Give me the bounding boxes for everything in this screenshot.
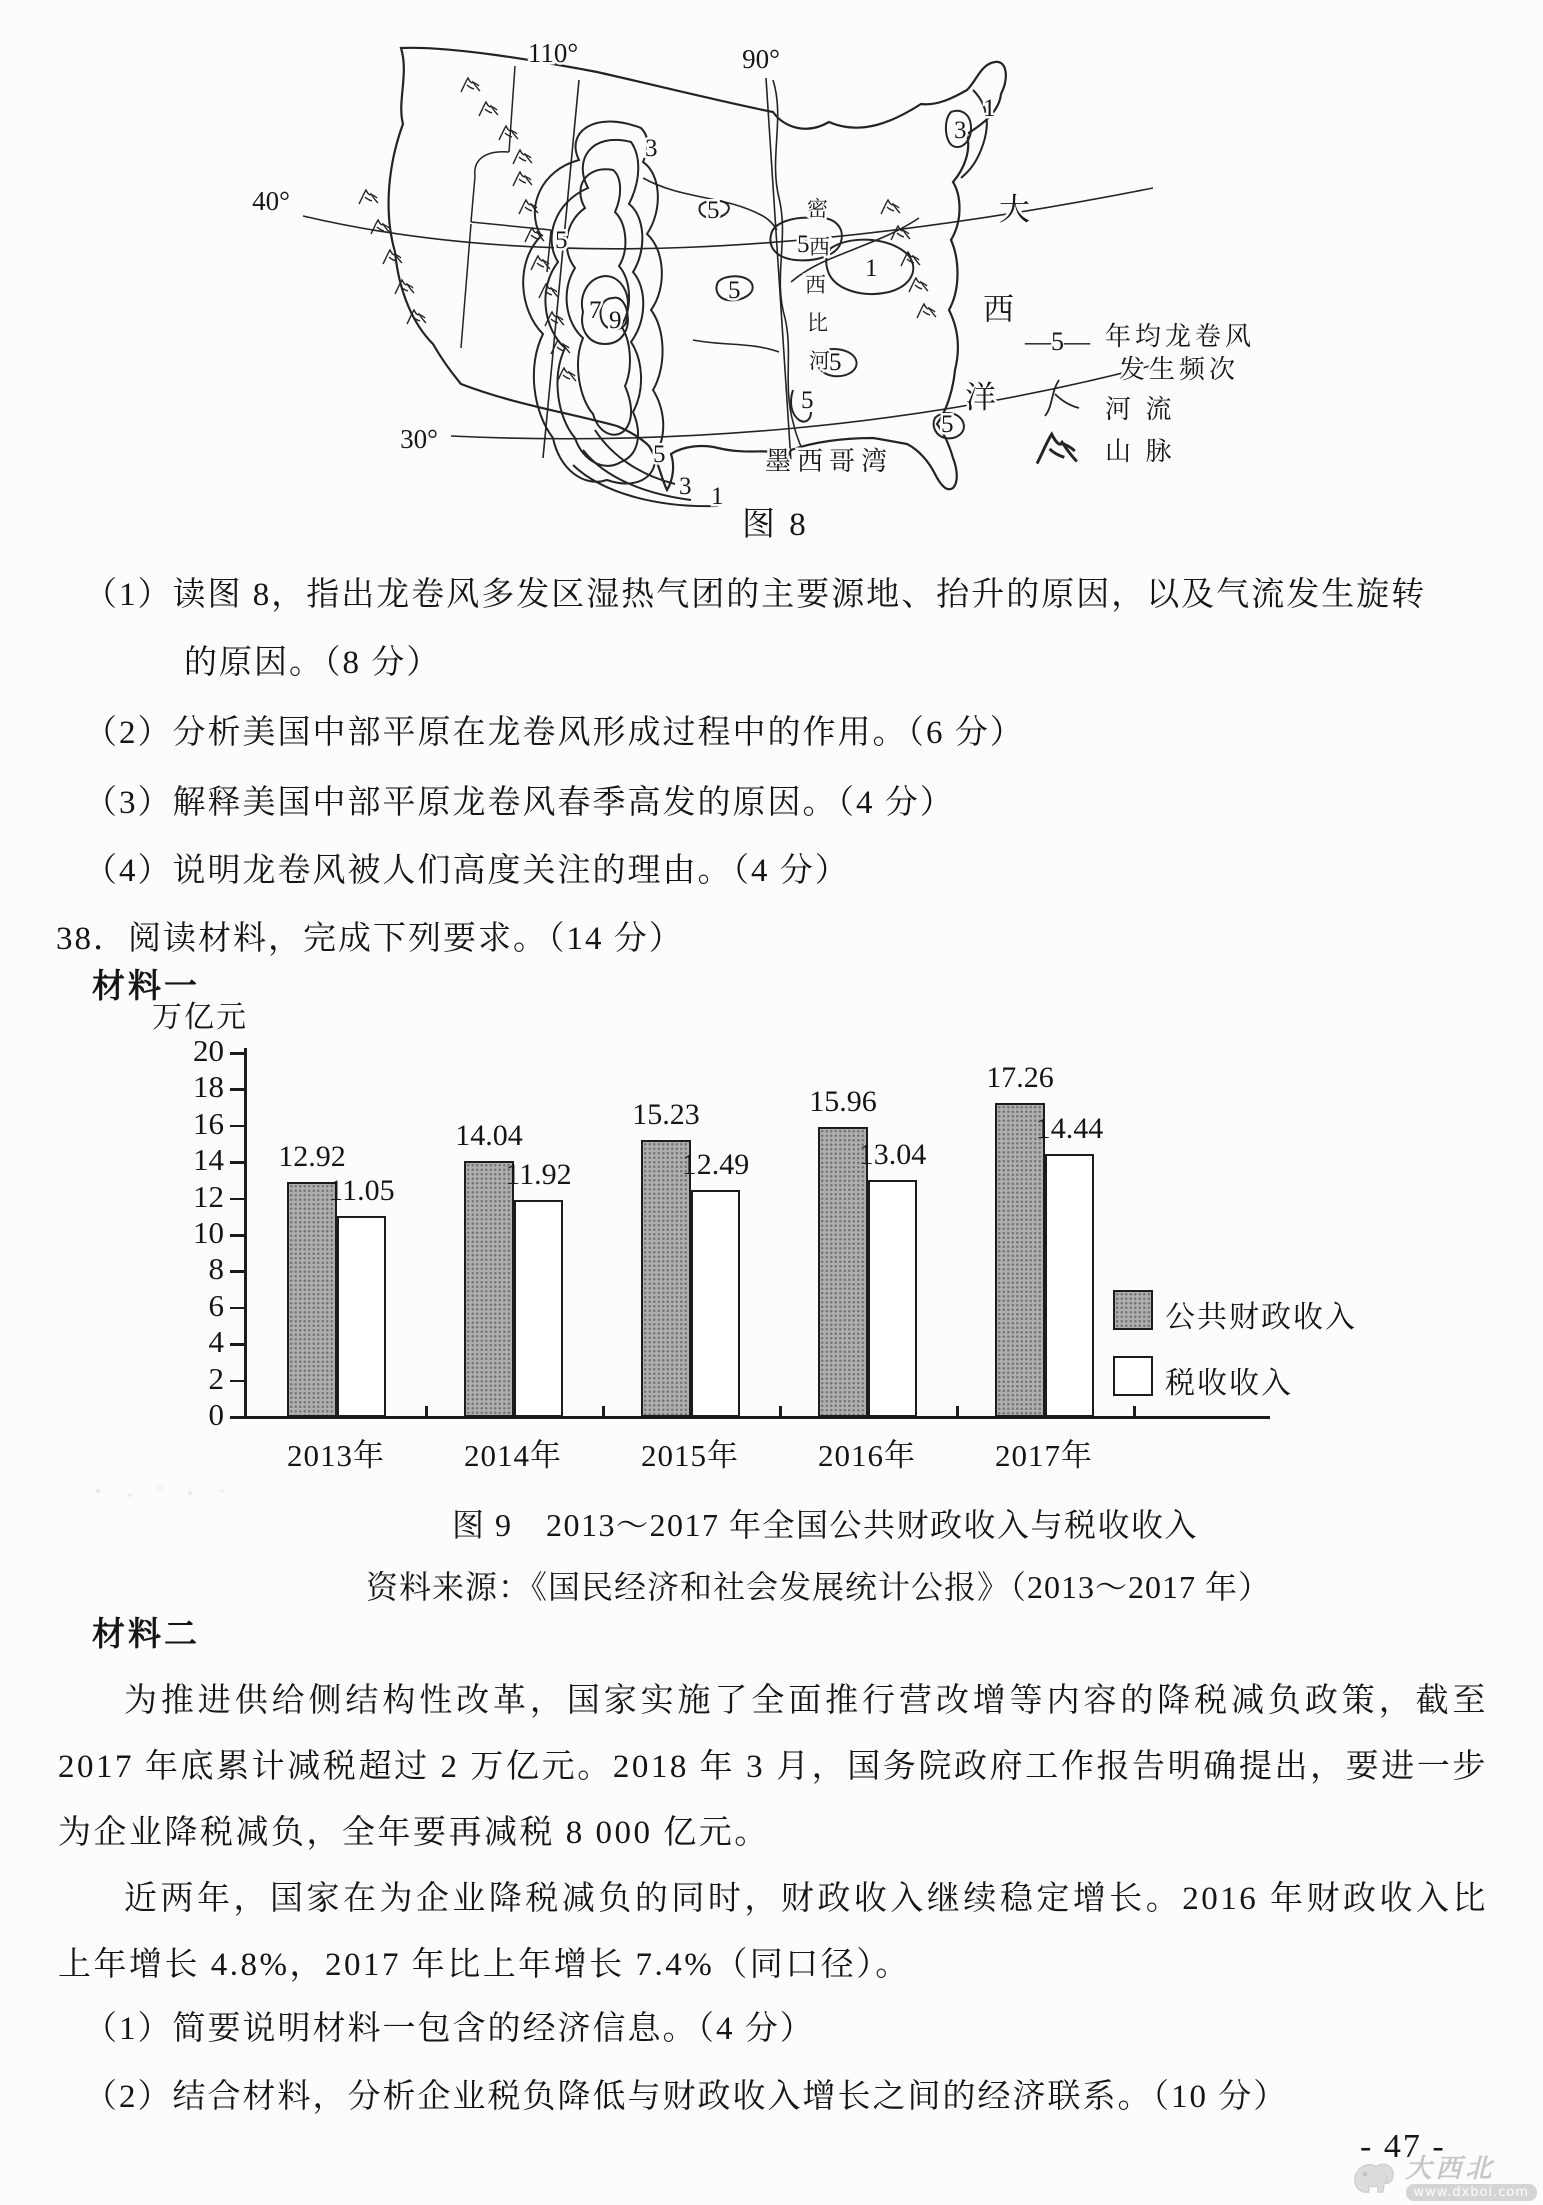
x-axis-tick bbox=[425, 1406, 428, 1416]
y-axis-tick bbox=[230, 1380, 245, 1383]
y-axis-tick bbox=[230, 1234, 245, 1237]
mountain-symbols bbox=[359, 78, 936, 382]
site-watermark bbox=[1348, 2155, 1538, 2201]
y-axis-tick-label: 14 bbox=[193, 1142, 224, 1178]
bar-tax-2013年 bbox=[337, 1216, 386, 1417]
svg-text:9: 9 bbox=[609, 307, 622, 334]
figure8-map bbox=[213, 10, 1373, 510]
y-axis-tick bbox=[230, 1307, 245, 1310]
state-borders bbox=[461, 66, 551, 348]
material2-label: 材料二 bbox=[92, 1614, 200, 1653]
y-axis-tick-label: 16 bbox=[193, 1105, 224, 1141]
material1-label: 材料一 bbox=[92, 966, 200, 1005]
question-37-2: （2）分析美国中部平原在龙卷风形成过程中的作用。（6 分） bbox=[84, 715, 1025, 751]
y-axis-tick bbox=[230, 1270, 245, 1273]
page-number: - 47 - bbox=[1360, 2128, 1446, 2165]
elephant-logo-icon bbox=[1348, 2155, 1400, 2201]
question-37-3: （3）解释美国中部平原龙卷风春季高发的原因。（4 分） bbox=[84, 785, 955, 821]
bar-value-label: 14.44 bbox=[1035, 1112, 1104, 1146]
svg-text:比: 比 bbox=[807, 311, 828, 335]
y-axis-tick-label: 2 bbox=[208, 1360, 224, 1396]
legend-mountain-label: 山 脉 bbox=[1105, 437, 1176, 466]
label-lat-40: 40° bbox=[252, 186, 290, 216]
y-axis-tick bbox=[230, 1198, 245, 1201]
x-axis-category-label: 2013年 bbox=[287, 1438, 385, 1473]
question-38-2: （2）结合材料，分析企业税负降低与财政收入增长之间的经济联系。（10 分） bbox=[84, 2079, 1289, 2115]
x-axis-line bbox=[244, 1416, 1270, 1419]
material2-paragraph-1: 为推进供给侧结构性改革，国家实施了全面推行营改增等内容的降税减负政策，截至 2017 年底累计减税超过 2 万亿元。2018 年 3 月，国务院政府工作报告明确提出，要进一步为企业降税减负，全年要再减税 8 000 亿元。 bbox=[58, 1683, 1488, 1851]
y-axis-tick-label: 10 bbox=[193, 1215, 224, 1250]
bar-fiscal-2017年 bbox=[995, 1103, 1045, 1417]
svg-text:1: 1 bbox=[865, 255, 878, 282]
svg-text:1: 1 bbox=[711, 483, 724, 510]
bar-value-label: 12.49 bbox=[681, 1147, 750, 1181]
question-37-1-line2: 的原因。（8 分） bbox=[184, 645, 442, 681]
watermark-site: www.dxboi.com bbox=[1406, 2184, 1538, 2201]
x-axis-category-label: 2015年 bbox=[641, 1438, 739, 1473]
svg-text:7: 7 bbox=[589, 297, 602, 324]
svg-text:密: 密 bbox=[807, 197, 828, 221]
x-axis-tick bbox=[1133, 1406, 1136, 1416]
river-lines bbox=[643, 80, 919, 462]
bar-value-label: 11.92 bbox=[505, 1158, 572, 1192]
atlantic-char-2: 西 bbox=[983, 292, 1016, 327]
label-lat-30: 30° bbox=[400, 424, 438, 454]
gulf-of-mexico-label: 墨西哥湾 bbox=[765, 447, 894, 476]
watermark-name: 大西北 bbox=[1405, 2153, 1496, 2184]
svg-text:3: 3 bbox=[679, 473, 692, 500]
svg-text:西: 西 bbox=[809, 235, 830, 259]
figure9-caption: 图 9 2013～2017 年全国公共财政收入与税收收入 bbox=[452, 1507, 1199, 1543]
y-axis-tick-label: 8 bbox=[208, 1251, 224, 1287]
svg-text:5: 5 bbox=[555, 227, 568, 254]
x-axis-tick bbox=[956, 1406, 959, 1416]
bar-value-label: 11.05 bbox=[328, 1173, 395, 1207]
legend-label-0: 公共财政收入 bbox=[1165, 1301, 1357, 1334]
bar-value-label: 17.26 bbox=[986, 1060, 1054, 1094]
svg-text:3: 3 bbox=[954, 117, 967, 144]
scan-smudge bbox=[86, 1482, 246, 1504]
atlantic-char-3: 洋 bbox=[965, 380, 998, 415]
legend-frequency-line2: 发生频次 bbox=[1119, 355, 1240, 384]
figure9-source: 资料来源：《国民经济和社会发展统计公报》（2013～2017 年） bbox=[366, 1569, 1272, 1605]
bar-tax-2014年 bbox=[514, 1200, 563, 1417]
y-axis-tick bbox=[230, 1416, 245, 1419]
y-axis-tick-label: 4 bbox=[208, 1324, 224, 1360]
svg-text:5: 5 bbox=[653, 441, 666, 468]
material2-paragraph-2: 近两年，国家在为企业降税减负的同时，财政收入继续稳定增长。2016 年财政收入比上年增长 4.8%，2017 年比上年增长 7.4%（同口径）。 bbox=[58, 1881, 1488, 1983]
x-axis-category-label: 2016年 bbox=[818, 1438, 916, 1473]
graticule-lines bbox=[303, 78, 1165, 462]
legend-mountain-symbol bbox=[1037, 434, 1077, 463]
x-axis-category-label: 2017年 bbox=[995, 1438, 1093, 1473]
bar-fiscal-2013年 bbox=[287, 1182, 337, 1417]
svg-text:5: 5 bbox=[728, 277, 741, 304]
bar-value-label: 15.23 bbox=[632, 1097, 700, 1131]
bar-tax-2015年 bbox=[691, 1190, 740, 1417]
y-axis-tick-label: 12 bbox=[193, 1178, 224, 1214]
y-axis-tick-label: 20 bbox=[193, 1033, 224, 1068]
y-axis-tick bbox=[230, 1161, 245, 1164]
question-37-1-line1: （1）读图 8，指出龙卷风多发区湿热气团的主要源地、抬升的原因，以及气流发生旋转 bbox=[84, 577, 1427, 613]
question-37-4: （4）说明龙卷风被人们高度关注的理由。（4 分） bbox=[84, 853, 850, 889]
svg-text:3: 3 bbox=[645, 135, 658, 162]
x-axis-tick bbox=[602, 1406, 605, 1416]
label-lon-110: 110° bbox=[527, 38, 579, 68]
legend-frequency-symbol: —5— bbox=[1025, 327, 1090, 356]
legend-swatch-gray bbox=[1113, 1290, 1153, 1330]
bar-value-label: 13.04 bbox=[858, 1137, 927, 1171]
map-legend bbox=[1024, 322, 1255, 466]
y-axis-tick bbox=[230, 1125, 245, 1128]
x-axis-category-label: 2014年 bbox=[464, 1438, 562, 1473]
y-axis-tick bbox=[230, 1343, 245, 1346]
svg-text:5: 5 bbox=[941, 411, 954, 438]
y-axis-tick-label: 18 bbox=[193, 1069, 224, 1105]
legend-frequency-line1: 年均龙卷风 bbox=[1105, 322, 1256, 351]
y-axis-tick-label: 0 bbox=[208, 1397, 224, 1432]
bar-tax-2016年 bbox=[868, 1180, 917, 1417]
figure8-caption: 图 8 bbox=[742, 507, 809, 543]
svg-text:西: 西 bbox=[805, 273, 826, 297]
question-38-heading: 38．阅读材料，完成下列要求。（14 分） bbox=[56, 921, 684, 957]
y-axis-tick bbox=[230, 1052, 245, 1055]
bar-value-label: 15.96 bbox=[809, 1084, 877, 1118]
svg-text:5: 5 bbox=[801, 387, 814, 414]
bar-value-label: 12.92 bbox=[278, 1139, 346, 1173]
svg-text:1: 1 bbox=[983, 95, 996, 122]
legend-label-1: 税收收入 bbox=[1165, 1367, 1293, 1400]
label-lon-90: 90° bbox=[742, 44, 780, 74]
legend-river-symbol bbox=[1045, 380, 1079, 416]
y-axis-tick bbox=[230, 1088, 245, 1091]
x-axis-tick bbox=[779, 1406, 782, 1416]
y-axis-line bbox=[244, 1048, 247, 1418]
bar-tax-2017年 bbox=[1045, 1154, 1094, 1417]
svg-text:河: 河 bbox=[809, 349, 830, 373]
y-axis-unit-label: 万亿元 bbox=[152, 1001, 248, 1034]
question-38-1: （1）简要说明材料一包含的经济信息。（4 分） bbox=[84, 2011, 815, 2047]
svg-text:5: 5 bbox=[829, 349, 842, 376]
bar-fiscal-2014年 bbox=[464, 1161, 514, 1417]
atlantic-char-1: 大 bbox=[999, 192, 1032, 227]
svg-text:5: 5 bbox=[797, 231, 810, 258]
legend-river-label: 河 流 bbox=[1105, 395, 1176, 424]
legend-swatch-white bbox=[1113, 1356, 1153, 1396]
bar-value-label: 14.04 bbox=[455, 1119, 523, 1153]
svg-text:5: 5 bbox=[707, 197, 720, 224]
y-axis-tick-label: 6 bbox=[208, 1287, 224, 1323]
figure9-chart bbox=[0, 990, 1543, 1498]
